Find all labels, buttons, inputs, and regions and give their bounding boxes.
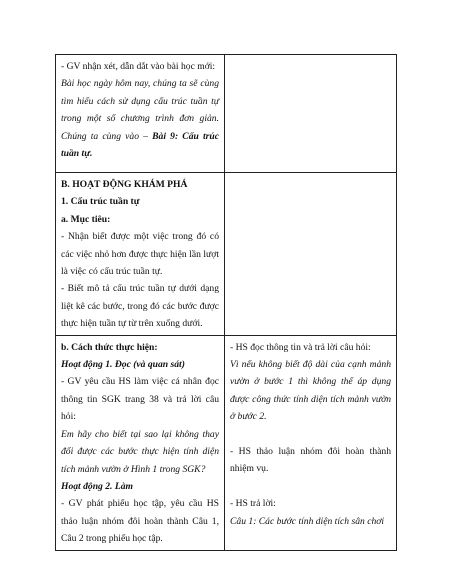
table-row xyxy=(56,55,397,173)
student-answer-text: Vì nếu không biết độ dài của cạnh mảnh vườn ở bước 1 thì không thể áp dụng được công thức tính diện tích mảnh vườn ở bước 2. xyxy=(230,359,391,423)
spacer xyxy=(230,426,391,443)
activity-text: - GV yêu cầu HS làm việc cá nhân đọc thông tin SGK trang 38 và trả lời câu hỏi: xyxy=(61,376,219,423)
activity-question: Em hãy cho biết tại sao lại không thay đổi được các bước thực hiện tính diện tích mảnh vườn ở Hình 1 trong SGK? xyxy=(61,428,219,475)
table-row xyxy=(56,335,397,550)
activity-heading: Hoạt động 2. Làm xyxy=(61,480,133,492)
right-cell xyxy=(225,173,397,336)
lesson-plan-page xyxy=(55,54,397,545)
student-reply-intro: - HS trả lời: xyxy=(230,498,276,510)
table-row xyxy=(56,173,397,336)
student-answer-intro: - HS đọc thông tin và trả lời câu hỏi: xyxy=(230,341,371,353)
goal-item: - Biết mô tả cấu trúc tuần tự dưới dạng liệt kê các bước, trong đó các bước được thực hiện tuần tự từ trên xuống dưới. xyxy=(61,283,219,330)
student-reply-text: Câu 1: Các bước tính diện tích sân chơi xyxy=(230,515,385,527)
method-heading: b. Cách thức thực hiện: xyxy=(61,341,158,353)
goal-item: - Nhận biết được một việc trong đó có các việc nhỏ hơn được thực hiện lần lượt là việc có cấu trúc tuần tự. xyxy=(61,231,219,278)
lesson-intro-text: Bài học ngày hôm nay, chúng ta sẽ cùng tìm hiểu cách sử dụng cấu trúc tuần tự trong một số chương trình đơn giản. Chúng ta cùng vào – xyxy=(61,78,219,142)
goal-heading: a. Mục tiêu: xyxy=(61,213,111,225)
lesson-plan-table xyxy=(55,54,397,551)
spacer xyxy=(230,478,391,495)
subsection-title: 1. Cấu trúc tuần tự xyxy=(61,196,140,208)
right-cell xyxy=(225,335,397,550)
student-discussion-text: - HS thảo luận nhóm đôi hoàn thành nhiệm vụ. xyxy=(230,446,391,475)
left-cell xyxy=(56,173,225,336)
activity-text: - GV phát phiếu học tập, yêu cầu HS thảo luận nhóm đôi hoàn thành Câu 1, Câu 2 trong phiếu học tập. xyxy=(61,498,219,545)
right-cell xyxy=(225,55,397,173)
section-title: B. HOẠT ĐỘNG KHÁM PHÁ xyxy=(61,179,188,190)
left-cell xyxy=(56,335,225,550)
lesson-title: Bài 9: Cấu trúc tuần tự. xyxy=(61,130,219,160)
activity-heading: Hoạt động 1. Đọc (và quan sát) xyxy=(61,359,185,371)
teacher-comment: - GV nhận xét, dẫn dắt vào bài học mới: xyxy=(61,61,216,72)
lesson-intro-paragraph xyxy=(61,75,219,162)
left-cell xyxy=(56,55,225,173)
